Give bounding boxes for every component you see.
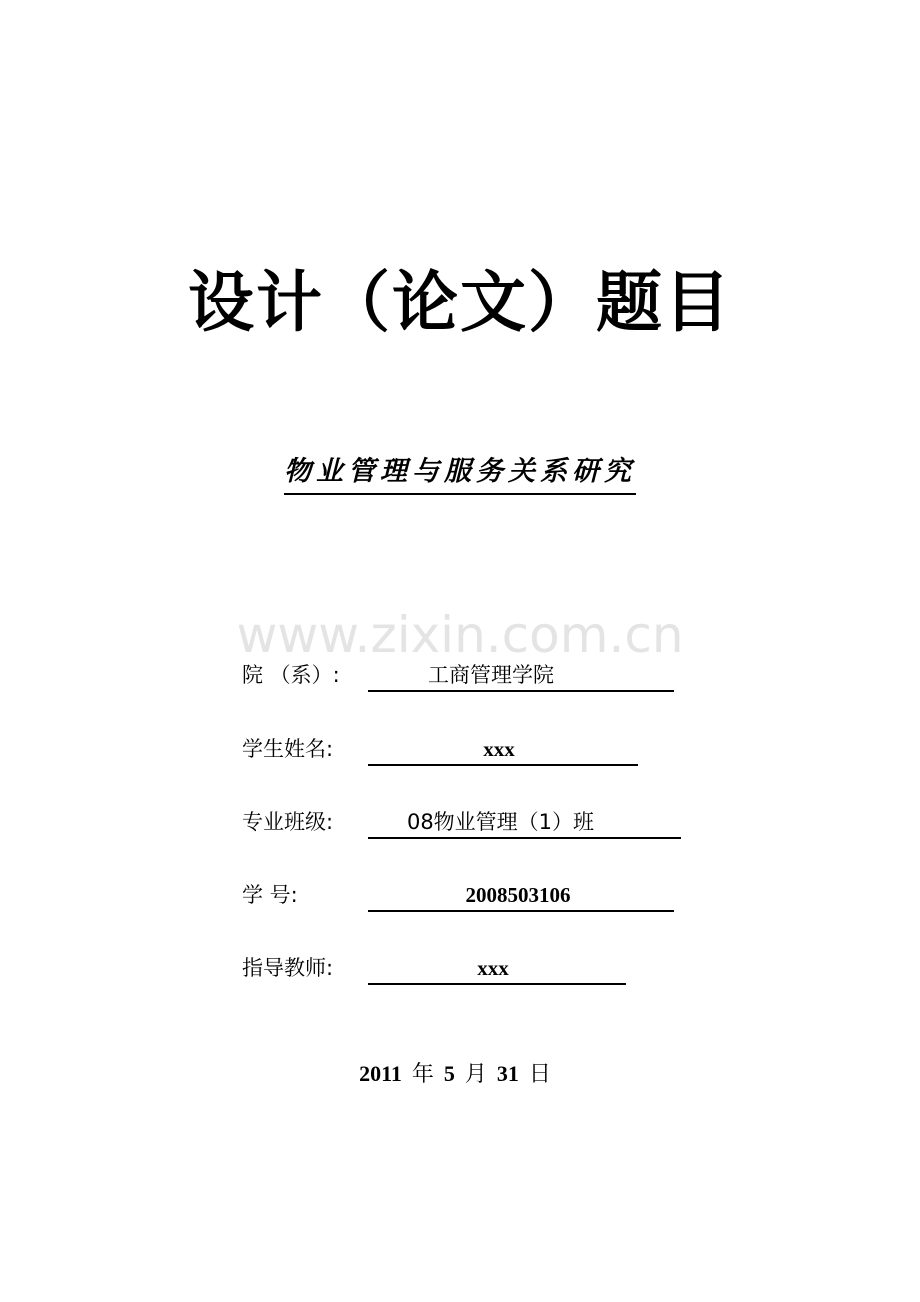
thesis-topic-text: 物业管理与服务关系研究 (284, 452, 636, 495)
major-class-row (242, 803, 687, 839)
student-id-field[interactable] (368, 880, 674, 912)
student-name-field[interactable] (368, 734, 638, 766)
advisor-value: xxx (477, 956, 509, 980)
major-class-value: 08物业管理（1）班 (406, 810, 595, 834)
thesis-topic (0, 452, 920, 495)
department-field[interactable] (368, 660, 674, 692)
date-day: 31 (496, 1061, 519, 1086)
date-year-unit: 年 (411, 1062, 434, 1087)
page-title: 设计（论文）题目 (188, 264, 732, 341)
date-day-unit: 日 (528, 1062, 551, 1087)
department-value: 工商管理学院 (428, 663, 554, 687)
date-month-unit: 月 (464, 1062, 487, 1087)
department-label: 院 （系）: (242, 663, 340, 687)
major-class-label: 专业班级: (242, 810, 334, 834)
major-class-field[interactable] (368, 807, 681, 839)
student-id-label: 学 号: (242, 883, 298, 907)
date-year: 2011 (359, 1061, 402, 1086)
department-row (242, 656, 682, 692)
submission-date (0, 1058, 920, 1091)
student-id-value: 2008503106 (465, 883, 571, 907)
date-month: 5 (443, 1061, 455, 1086)
advisor-label: 指导教师: (242, 956, 334, 980)
student-name-row (242, 730, 642, 766)
student-name-label: 学生姓名: (242, 737, 334, 761)
watermark: www.zixin.com.cn (236, 606, 684, 664)
student-id-row (242, 876, 682, 912)
student-name-value: xxx (483, 737, 515, 761)
advisor-row (242, 949, 632, 985)
advisor-field[interactable] (368, 953, 626, 985)
